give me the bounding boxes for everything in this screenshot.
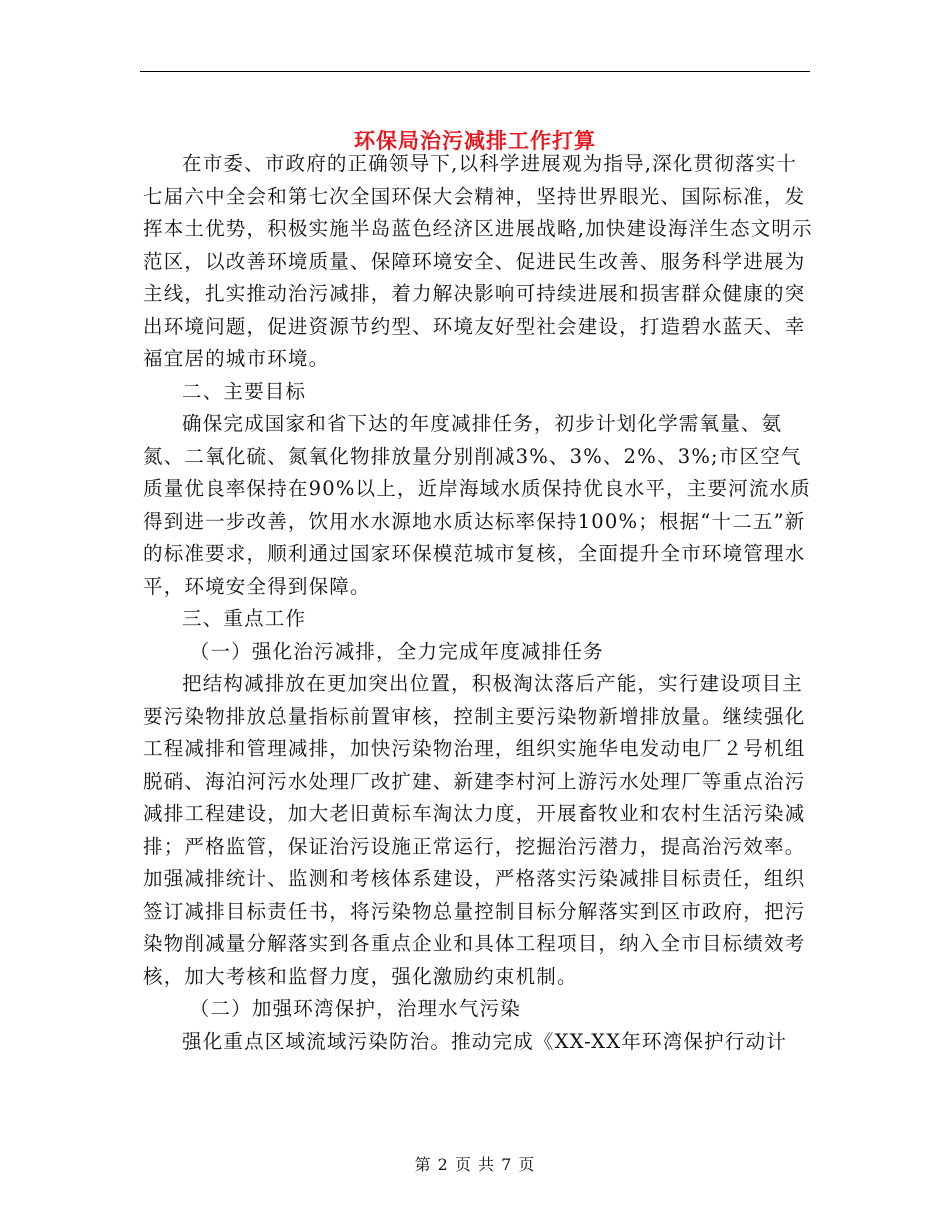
section-heading-main-goals: 二、主要目标: [182, 379, 307, 403]
subsection-1-paragraph: 把结构减排放在更加突出位置，积极淘汰落后产能，实行建设项目主要污染物排放总量指标前置审核，控制主要污染物新增排放量。继续强化工程减排和管理减排，加快污染物治理，组织实施华电发动电厂２号机组脱硝、海泊河污水处理厂改扩建、新建李村河上游污水处理厂等重点治污减排工程建设，加大老旧黄标车淘汰力度，开展畜牧业和农村生活污染减排；严格监管，保证治污设施正常运行，挖掘治污潜力，提高治污效率。加强减排统计、监测和考核体系建设，严格落实污染减排目标责任，组织签订减排目标责任书，将污染物总量控制目标分解落实到区市政府，把污染物削减量分解落实到各重点企业和具体工程项目，纳入全市目标绩效考核，加大考核和监督力度，强化激励约束机制。: [143, 672, 806, 988]
page-number-footer: 第 2 页 共 7 页: [414, 1155, 536, 1174]
header-rule: [140, 71, 810, 72]
document-title: 环保局治污减排工作打算: [354, 128, 596, 154]
subsection-heading-1: （一）强化治污减排，全力完成年度减排任务: [189, 639, 604, 663]
subsection-heading-2: （二）加强环湾保护，治理水气污染: [189, 997, 521, 1020]
goals-paragraph: 确保完成国家和省下达的年度减排任务，初步计划化学需氧量、氨氮、二氧化硫、氮氧化物排放量分别削减3%、3%、2%、3%;市区空气质量优良率保持在90%以上，近岸海域水质保持优良水平，主要河流水质得到进一步改善，饮用水水源地水质达标率保持100%；根据“十二五”新的标准要求，顺利通过国家环保模范城市复核，全面提升全市环境管理水平，环境安全得到保障。: [143, 412, 811, 598]
subsection-2-paragraph: 强化重点区域流域污染防治。推动完成《XX-XX年环湾保护行动计: [182, 1029, 787, 1053]
intro-paragraph: 在市委、市政府的正确领导下,以科学进展观为指导,深化贯彻落实十七届六中全会和第七次全国环保大会精神，坚持世界眼光、国际标准，发挥本土优势，积极实施半岛蓝色经济区进展战略,加快建设海洋生态文明示范区，以改善环境质量、保障环境安全、促进民生改善、服务科学进展为主线，扎实推动治污减排，着力解决影响可持续进展和损害群众健康的突出环境问题，促进资源节约型、环境友好型社会建设，打造碧水蓝天、幸福宜居的城市环境。: [143, 152, 813, 370]
document-body: [143, 148, 815, 1058]
section-heading-key-work: 三、重点工作: [182, 607, 307, 630]
